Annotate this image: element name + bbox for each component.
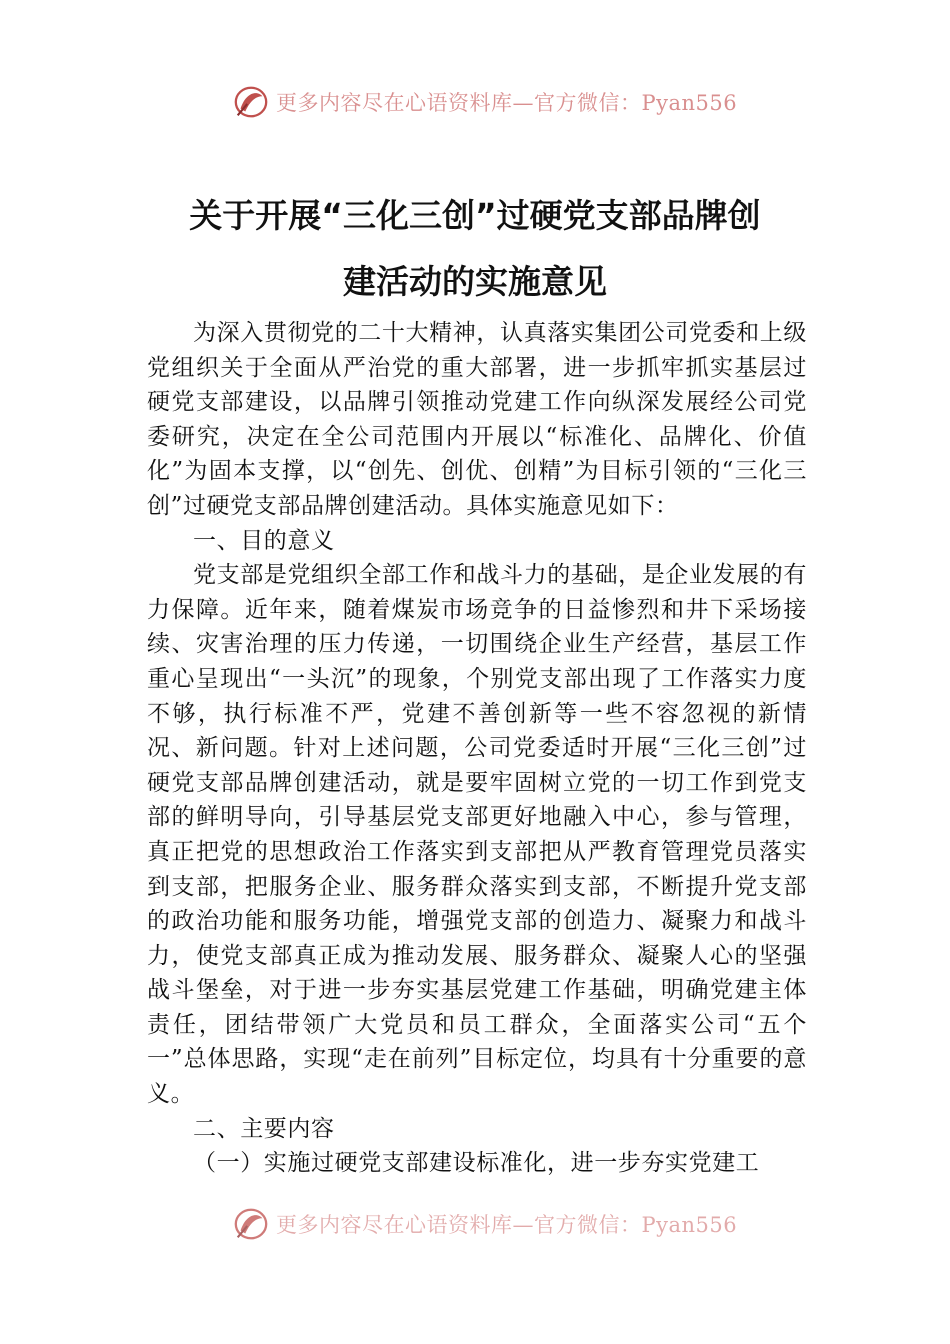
section1-heading: 一、目的意义 (193, 527, 335, 554)
section2-subheading: （一）实施过硬党支部建设标准化，进一步夯实党建工 (193, 1150, 760, 1177)
watermark-footer (232, 1204, 752, 1244)
intro-paragraph: 为深入贯彻党的二十大精神，认真落实集团公司党委和上级党组织关于全面从严治党的重大部署，进一步抓牢抓实基层过硬党支部建设，以品牌引领推动党建工作向纵深发展经公司党委研究，决定在全公司范围内开展以“标准化、品牌化、价值化”为固本支撑，以“创先、创优、创精”为目标引领的“三化三创”过硬党支部品牌创建活动。具体实施意见如下： (147, 320, 807, 519)
watermark-logo-icon (232, 83, 270, 121)
watermark-logo-icon (232, 1205, 270, 1243)
document-title-line1: 关于开展“三化三创”过硬党支部品牌创 (189, 196, 761, 235)
watermark-text: 更多内容尽在心语资料库—官方微信：Pyan556 (276, 1213, 738, 1237)
watermark-text: 更多内容尽在心语资料库—官方微信：Pyan556 (276, 91, 738, 115)
document-title-line2: 建活动的实施意见 (343, 262, 607, 301)
section2-heading: 二、主要内容 (193, 1115, 335, 1142)
document-body (147, 316, 807, 1181)
watermark-header (232, 82, 752, 122)
section1-paragraph: 党支部是党组织全部工作和战斗力的基础，是企业发展的有力保障。近年来，随着煤炭市场竞争的日益惨烈和井下采场接续、灾害治理的压力传递，一切围绕企业生产经营，基层工作重心呈现出“一头沉”的现象，个别党支部出现了工作落实力度不够，执行标准不严，党建不善创新等一些不容忽视的新情况、新问题。针对上述问题，公司党委适时开展“三化三创”过硬党支部品牌创建活动，就是要牢固树立党的一切工作到党支部的鲜明导向，引导基层党支部更好地融入中心，参与管理，真正把党的思想政治工作落实到支部把从严教育管理党员落实到支部，把服务企业、服务群众落实到支部，不断提升党支部的政治功能和服务功能，增强党支部的创造力、凝聚力和战斗力，使党支部真正成为推动发展、服务群众、凝聚人心的坚强战斗堡垒，对于进一步夯实基层党建工作基础，明确党建主体责任，团结带领广大党员和员工群众，全面落实公司“五个一”总体思路，实现“走在前列”目标定位，均具有十分重要的意义。 (147, 562, 807, 1108)
